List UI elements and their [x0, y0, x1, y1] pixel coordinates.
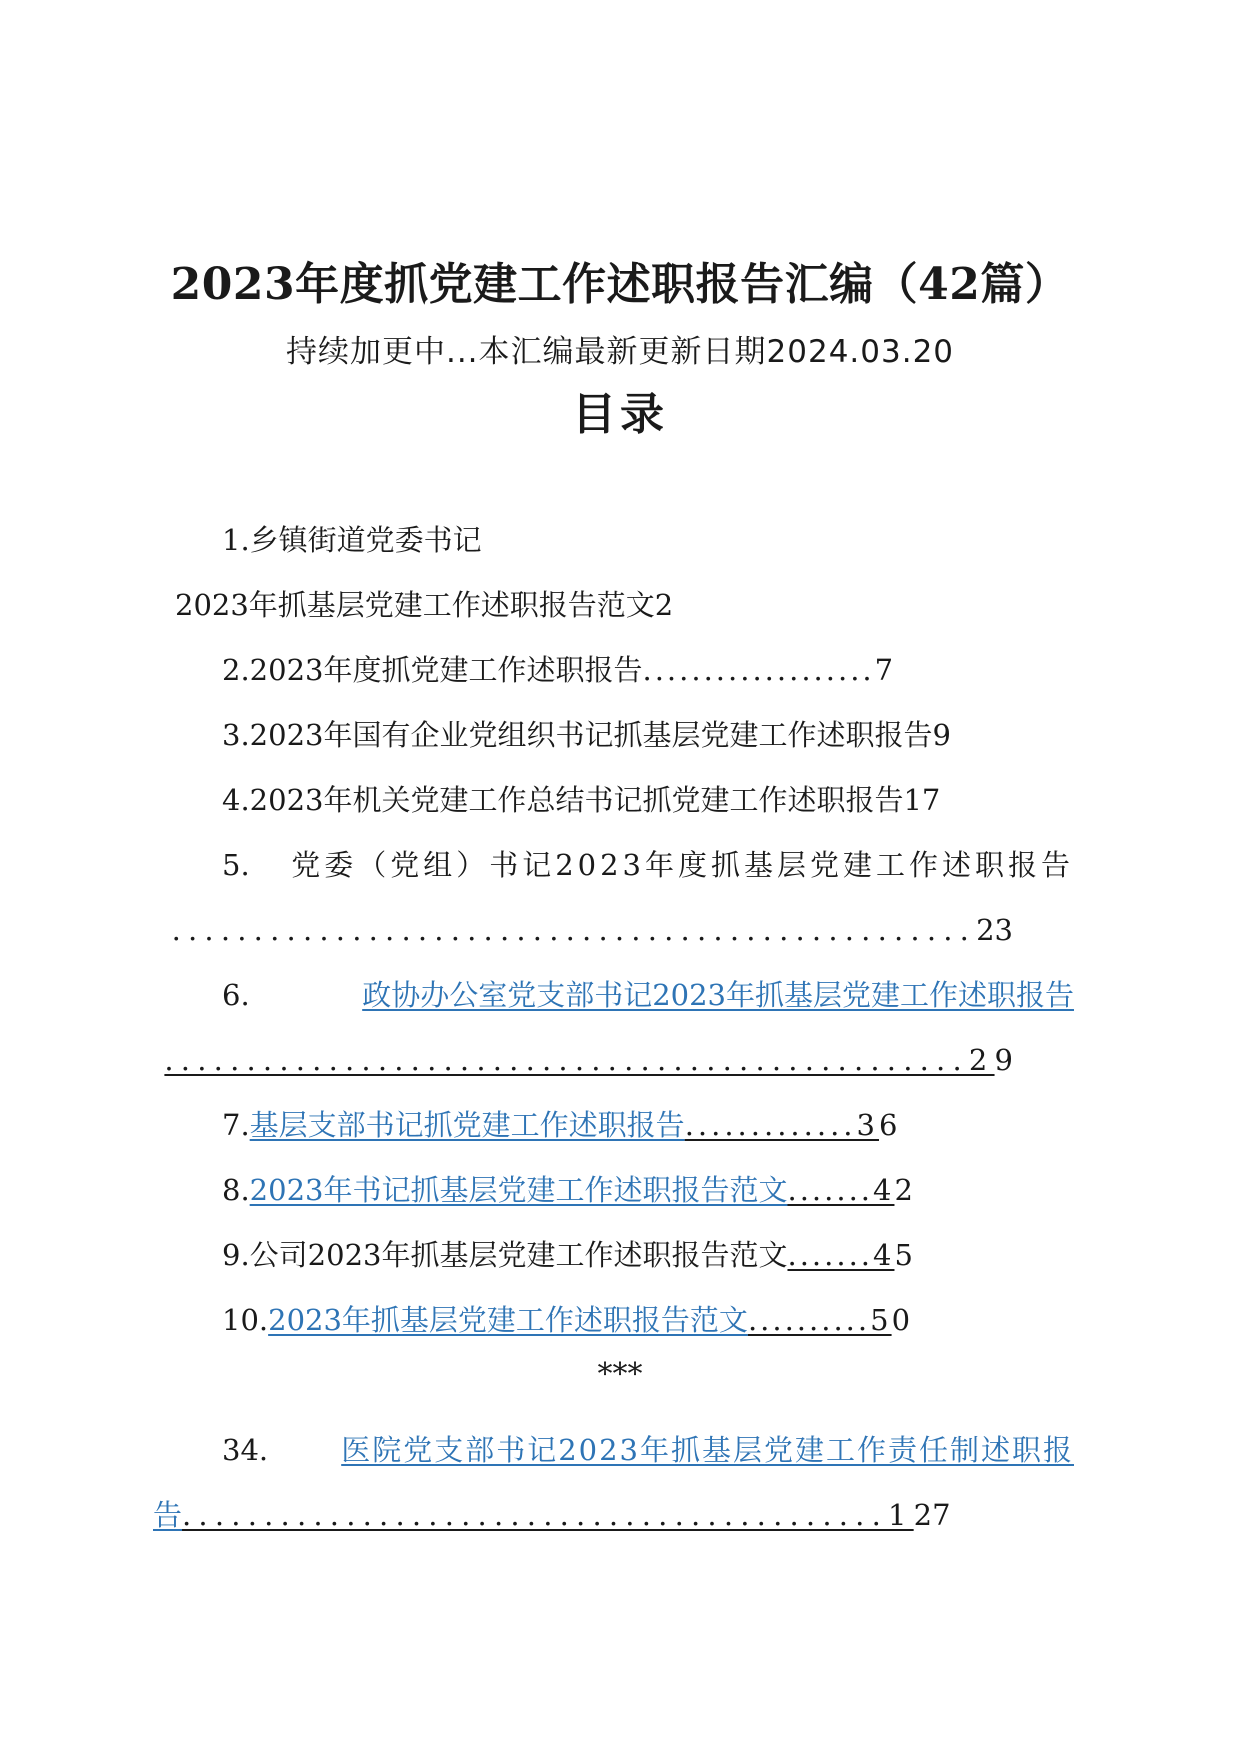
toc-page-number: 5 — [894, 1238, 913, 1272]
toc-entry-link[interactable]: 2023年抓基层党建工作述职报告范文 — [268, 1303, 748, 1337]
toc-entry-number: 34. — [222, 1433, 269, 1467]
toc-entry-number: 9. — [222, 1238, 250, 1272]
toc-page-number: 0 — [891, 1303, 911, 1337]
toc-entry-number: 8. — [222, 1173, 250, 1207]
toc-entry-link[interactable]: 2023年书记抓基层党建工作述职报告范文 — [249, 1173, 788, 1207]
toc-leader-dots: .......4 — [787, 1173, 895, 1207]
toc-entry-9[interactable] — [222, 1235, 913, 1275]
document-title: 2023年度抓党建工作述职报告汇编（42篇） — [170, 259, 1070, 310]
toc-entry-title: 党委（党组）书记2023年度抓基层党建工作述职报告 — [291, 848, 1074, 882]
toc-entry-number: 10. — [222, 1303, 269, 1337]
toc-entry-title: 2023年国有企业党组织书记抓基层党建工作述职报告9 — [249, 718, 951, 752]
toc-entry-7[interactable] — [222, 1105, 897, 1145]
toc-page-number: 9 — [994, 1043, 1013, 1077]
toc-entry-link-cont[interactable]: 告 — [153, 1498, 183, 1532]
toc-entry-title: 2023年度抓党建工作述职报告 — [249, 653, 643, 687]
toc-leader-dots: .............3 — [684, 1108, 879, 1142]
toc-page-number: 7 — [874, 653, 894, 687]
toc-entry-1-cont: 2023年抓基层党建工作述职报告范文2 — [175, 588, 674, 622]
toc-entry-link[interactable]: 政协办公室党支部书记2023年抓基层党建工作述职报告 — [362, 978, 1074, 1012]
toc-entry-2[interactable] — [222, 650, 893, 690]
toc-entry-title: 2023年机关党建工作总结书记抓党建工作述职报告17 — [249, 783, 941, 817]
toc-leader-dots: .......4 — [787, 1238, 895, 1272]
toc-entry-34[interactable] — [222, 1430, 1074, 1470]
toc-entry-title: 公司2023年抓基层党建工作述职报告范文 — [249, 1238, 788, 1272]
toc-leader-dots: ................... — [642, 653, 875, 687]
toc-leader-dots: .................................................2 — [164, 1043, 995, 1077]
toc-heading: 目录 — [572, 389, 668, 440]
toc-entry-number: 5. — [222, 848, 250, 882]
toc-entry-number: 6. — [222, 978, 250, 1012]
toc-entry-5-cont — [153, 910, 1013, 950]
toc-entry-1 — [222, 520, 482, 560]
toc-leader-dots: ..........5 — [747, 1303, 892, 1337]
toc-entry-number: 2. — [222, 653, 250, 687]
toc-entry-6[interactable] — [222, 975, 1074, 1015]
toc-entry-link[interactable]: 医院党支部书记2023年抓基层党建工作责任制述职报 — [341, 1433, 1074, 1467]
toc-page-number: 27 — [913, 1498, 951, 1532]
toc-entry-8[interactable] — [222, 1170, 913, 1210]
toc-leader-dots: ................................................. — [171, 913, 977, 947]
update-note: 持续加更中...本汇编最新更新日期2024.03.20 — [285, 334, 955, 370]
toc-entry-5[interactable] — [222, 845, 1074, 885]
toc-entry-link[interactable]: 基层支部书记抓党建工作述职报告 — [249, 1108, 685, 1142]
toc-entry-34-cont — [153, 1495, 1013, 1535]
toc-leader-dots: ...........................................1 — [182, 1498, 914, 1532]
toc-entry-3[interactable] — [222, 715, 951, 755]
toc-entry-number: 4. — [222, 783, 250, 817]
toc-page-number: 6 — [878, 1108, 898, 1142]
toc-page-number: 2 — [894, 1173, 913, 1207]
toc-entry-number: 3. — [222, 718, 250, 752]
toc-page-number: 23 — [976, 913, 1013, 947]
section-separator: *** — [597, 1357, 643, 1392]
toc-entry-number: 7. — [222, 1108, 250, 1142]
toc-entry-number: 1. — [222, 523, 250, 557]
toc-entry-10[interactable] — [222, 1300, 910, 1340]
toc-entry-6-cont — [153, 1040, 1013, 1080]
toc-entry-title: 乡镇街道党委书记 — [249, 523, 482, 557]
toc-entry-4[interactable] — [222, 780, 940, 820]
